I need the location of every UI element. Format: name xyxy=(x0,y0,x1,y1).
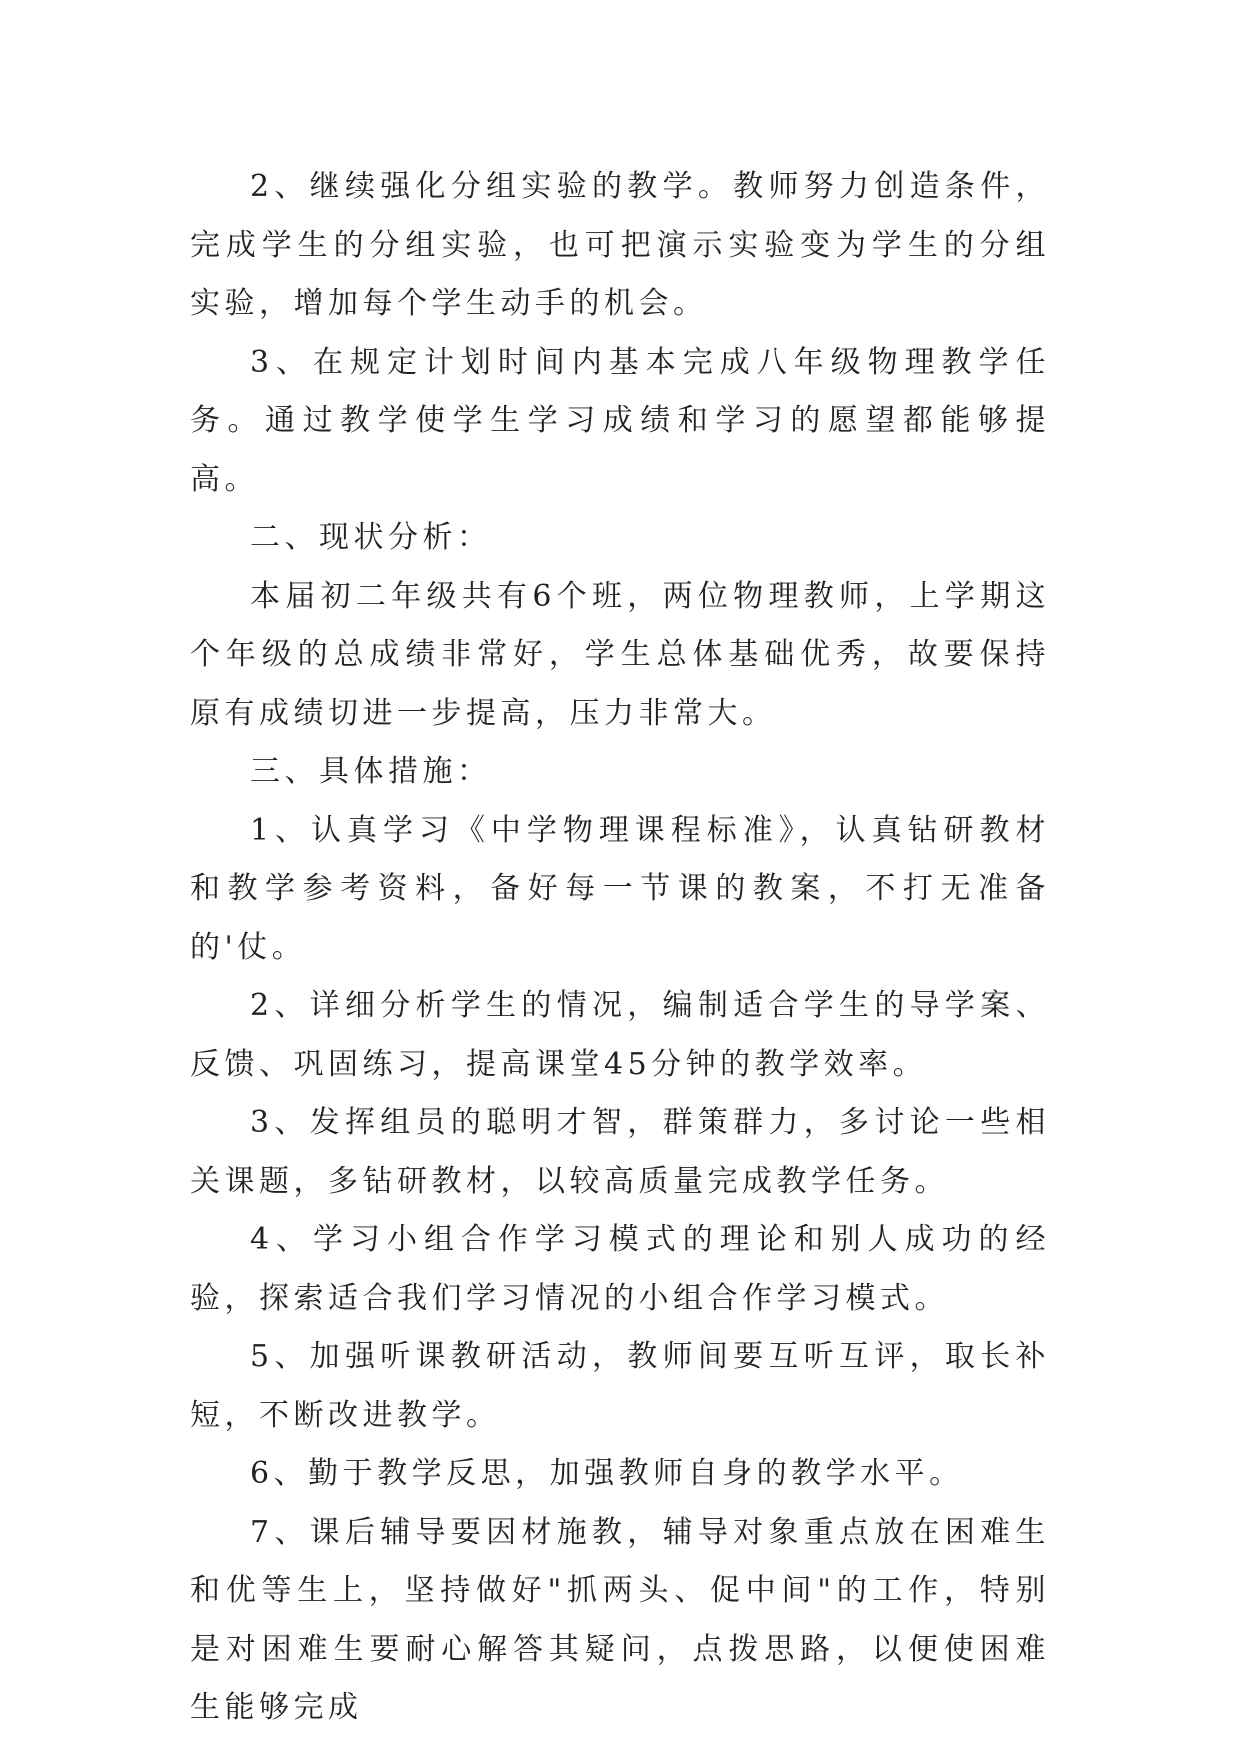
document-body xyxy=(190,158,1050,1738)
paragraph-measure-4: 4、学习小组合作学习模式的理论和别人成功的经验，探索适合我们学习情况的小组合作学习模式。 xyxy=(190,1222,1050,1316)
paragraph-measure-1: 1、认真学习《中学物理课程标准》，认真钻研教材和教学参考资料，备好每一节课的教案，不打无准备的'仗。 xyxy=(190,812,1050,965)
paragraph-measure-3: 3、发挥组员的聪明才智，群策群力，多讨论一些相关课题，多钻研教材，以较高质量完成教学任务。 xyxy=(190,1105,1050,1199)
paragraph-goal-2: 2、继续强化分组实验的教学。教师努力创造条件，完成学生的分组实验，也可把演示实验变为学生的分组实验，增加每个学生动手的机会。 xyxy=(190,169,1050,321)
paragraph-measure-5: 5、加强听课教研活动，教师间要互听互评，取长补短，不断改进教学。 xyxy=(190,1339,1050,1433)
paragraph-goal-3: 3、在规定计划时间内基本完成八年级物理教学任务。通过教学使学生学习成绩和学习的愿望都能够提高。 xyxy=(190,344,1050,497)
paragraph-measure-2: 2、详细分析学生的情况，编制适合学生的导学案、反馈、巩固练习，提高课堂45分钟的教学效率。 xyxy=(190,988,1050,1082)
section-heading-measures: 三、具体措施： xyxy=(250,754,492,789)
section-heading-status-analysis: 二、现状分析： xyxy=(250,520,492,555)
paragraph-measure-7: 7、课后辅导要因材施教，辅导对象重点放在困难生和优等生上，坚持做好"抓两头、促中间"的工作，特别是对困难生要耐心解答其疑问，点拨思路，以便使困难生能够完成 xyxy=(190,1514,1050,1725)
paragraph-status: 本届初二年级共有6个班，两位物理教师，上学期这个年级的总成绩非常好，学生总体基础优秀，故要保持原有成绩切进一步提高，压力非常大。 xyxy=(190,578,1050,731)
paragraph-measure-6: 6、勤于教学反思，加强教师自身的教学水平。 xyxy=(250,1456,964,1491)
